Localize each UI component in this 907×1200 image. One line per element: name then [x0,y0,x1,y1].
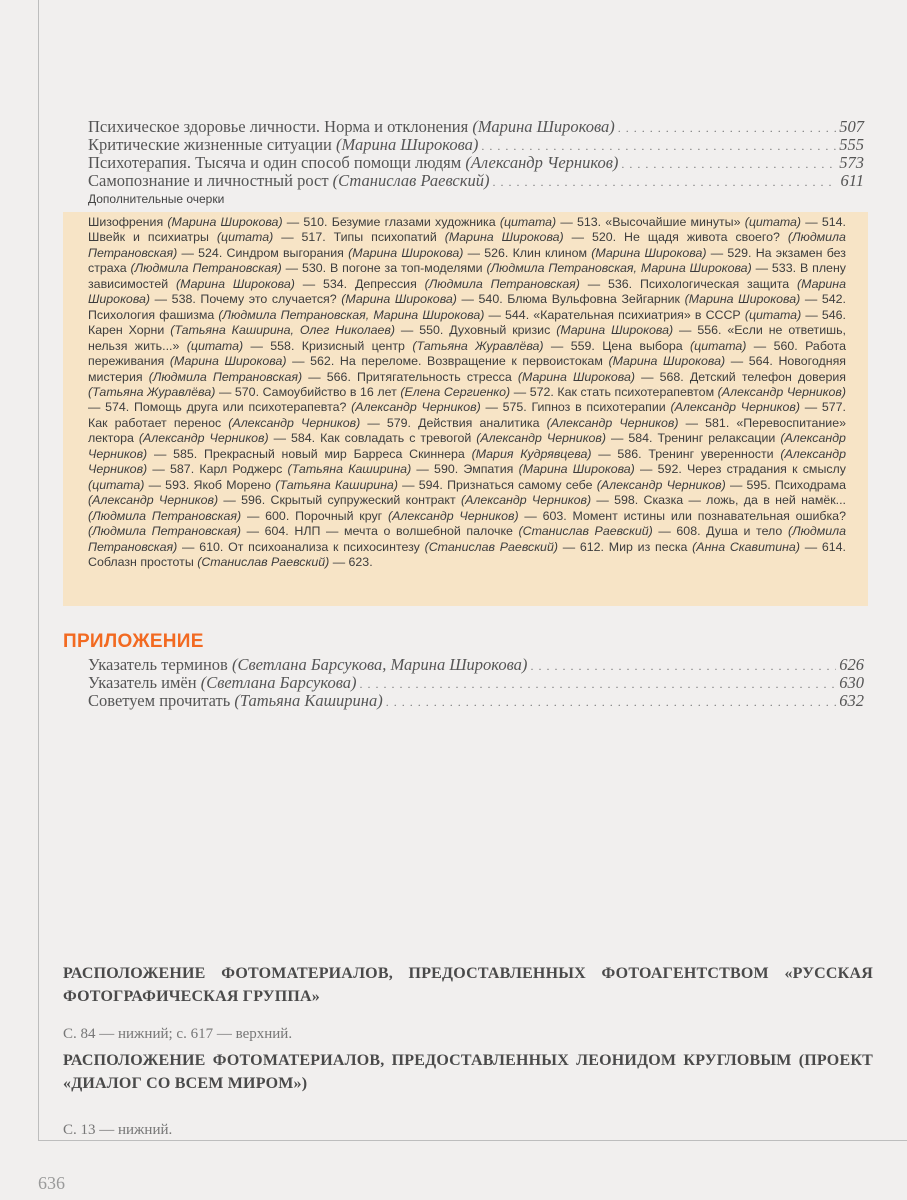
extra-essay-item[interactable] [533,308,846,322]
essay-title: Как работает перенос [88,415,229,430]
extra-essay-item[interactable] [200,292,507,306]
essay-title: Почему это случается? [200,292,342,307]
appendix-list [88,656,864,710]
essay-title: Духовный кризис [449,323,557,338]
essay-author: (цитата) [216,230,274,245]
essay-author: (Марина Широкова) [518,462,635,477]
essay-title: Порочный круг [295,508,388,523]
essay-title: Сказка — ложь, да в ней намёк... [643,493,846,508]
toc-title: Указатель имён [88,673,197,692]
essay-title: Блюма Вульфовна Зейгарник [507,292,685,307]
essay-title: Швейк и психиатры [88,230,217,245]
toc-title: Психотерапия. Тысяча и один способ помощи людям [88,153,462,172]
essay-author: (Марина Широкова) [608,354,726,369]
essay-page: — 520. [563,230,625,245]
essay-page: — 570. [215,384,263,399]
essay-title: Якоб Морено [193,477,276,492]
essay-author: (Людмила Петрановская) [88,508,242,523]
essay-page: — 559. [543,338,603,353]
photo-credits-note-2: С. 13 — нижний. [63,1122,173,1138]
essay-title: Психодрама [774,477,846,492]
essay-title: Шизофрения [88,215,168,229]
essay-author: (цитата) [499,215,557,229]
essay-page: — 574. [88,400,134,415]
essay-author: (Александр Черников) [88,493,219,508]
essay-author: (цитата) [744,215,802,229]
essay-page: — 575. [480,400,532,415]
essay-title: Эмпатия [463,462,519,477]
toc-page: 555 [839,135,864,154]
dot-leader [530,657,836,675]
essay-title: Цена выбора [602,338,691,353]
essay-author: (Людмила Петрановская) [148,369,303,384]
essay-title: Карен Хорни [88,323,171,338]
essay-page: — 596. [218,493,271,508]
essay-author: (Людмила Петрановская) [424,276,580,291]
essay-title: «Карательная психиатрия» в СССР [533,307,745,322]
essay-title: Через страдания к смыслу [687,462,846,477]
essay-title: НЛП — мечта о волшебной палочке [294,524,519,539]
essay-author: (Марина Широкова) [517,369,636,384]
essay-title: Гипноз в психотерапии [531,400,671,415]
extra-essay-item[interactable] [334,230,624,244]
dot-leader [621,155,836,173]
essay-author: (Александр Черников) [388,508,519,523]
extra-essay-item[interactable] [449,323,727,337]
essay-page: — 594. [397,477,448,492]
essay-title: «Перевоспитание» лектора [88,415,846,446]
essay-title: «Если не ответишь, нельзя жить...» [88,323,846,353]
essay-title: Работа переживания [88,338,846,369]
essay-page: — 534. [294,276,355,291]
extra-essay-item[interactable] [507,292,846,306]
toc-author: (Татьяна Каширина) [234,691,383,710]
essay-title: Не щадя живота своего? [624,230,788,245]
essay-page: — 513. [556,215,606,229]
essay-page: — 581. [678,415,737,430]
essay-author: (Марина Широкова) [176,276,295,291]
essay-page: — 587. [147,462,200,477]
essay-title: На переломе. Возвращение к первоистокам [339,354,609,369]
essay-author: (Станислав Раевский) [518,524,653,539]
extra-essay-item[interactable] [227,246,513,260]
essay-author: (Людмила Петрановская) [88,524,241,539]
essay-title: На экзамен без страха [88,245,846,276]
essay-title: Клин клином [512,245,592,260]
essay-title: «Высочайшие минуты» [605,215,745,229]
essay-title: Помощь друга или психотерапевта? [134,400,352,415]
essay-page: — 558. [243,338,302,353]
toc-page: 632 [839,691,864,710]
essay-page: — 536. [579,276,640,291]
essay-page: — 530. [281,261,330,276]
toc-entry[interactable] [88,136,864,154]
extra-essay-item[interactable] [294,524,706,538]
toc-page: 507 [839,117,864,136]
essay-page: — 585. [147,446,205,461]
essay-author: (Александр Черников) [546,415,679,430]
appendix-title: ПРИЛОЖЕНИЕ [63,631,204,652]
essay-page: — 514. [801,215,846,229]
essay-author: (Татьяна Журавлёва) [412,338,544,353]
essay-page: — 600. [241,508,296,523]
essay-title: Синдром выгорания [226,245,349,260]
essay-page: — 623. [329,554,373,569]
toc-author: (Марина Широкова) [472,117,615,136]
essay-page: — 584. [606,431,658,446]
toc-title: Психическое здоровье личности. Норма и отклонения [88,117,469,136]
toc-page: 630 [839,673,864,692]
essay-title: В плену зависимостей [88,261,846,291]
essay-author: (Мария Кудрявцева) [471,446,592,461]
essay-page: — 564. [725,354,779,369]
extra-essay-item[interactable] [88,215,332,229]
essay-page: — 592. [634,462,688,477]
essay-author: (Татьяна Каширина) [287,462,412,477]
toc-title: Критические жизненные ситуации [88,135,332,154]
extra-essay-item[interactable] [204,447,648,461]
extra-essay-item[interactable] [355,277,640,291]
essay-title: От психоанализа к психосинтезу [228,539,425,554]
dot-leader [618,119,836,137]
essay-title: Психологическая защита [639,276,798,291]
essay-author: (Александр Черников) [476,431,607,446]
toc-entry[interactable] [88,154,864,172]
extra-essay-item[interactable] [263,385,558,399]
essay-author: (Людмила Петрановская, Марина Широкова) [218,307,485,322]
essay-page: — 533. [751,261,800,276]
essay-author: (Марина Широкова) [684,292,801,307]
essay-page: — 610. [177,539,229,554]
toc-entry[interactable] [88,172,864,190]
essay-page: — 604. [240,524,295,539]
essay-author: (Марина Широкова) [167,215,283,229]
essay-author: (Татьяна Каширина, Олег Николаев) [170,323,395,338]
essay-title: Момент истины или познавательная ошибка? [572,508,846,523]
essay-author: (Людмила Петрановская) [88,524,847,554]
essay-author: (цитата) [690,338,747,353]
toc-page: 573 [839,153,864,172]
essay-title: Тренинг уверенности [648,446,781,461]
photo-credits-note-1: С. 84 — нижний; с. 617 — верхний. [63,1026,293,1042]
essay-page: — 593. [144,477,194,492]
essay-author: (Марина Широкова) [348,245,464,260]
appendix-entry[interactable] [88,674,864,692]
essay-page: — 608. [652,524,707,539]
dot-leader [386,693,837,711]
extra-essay-item[interactable] [418,416,736,430]
essay-author: (Александр Черников) [228,415,361,430]
toc-page: 626 [839,655,864,674]
essay-title: Безумие глазами художника [331,215,500,229]
essay-author: (Станислав Раевский) [197,554,330,569]
essay-page: — 603. [518,508,573,523]
essay-author: (Людмила Петрановская) [88,230,846,260]
extra-essay-item[interactable] [88,555,373,569]
essay-title: Действия аналитика [418,415,547,430]
essay-page: — 540. [456,292,508,307]
essay-title: Психология фашизма [88,307,219,322]
extra-essay-item[interactable] [447,478,775,492]
extra-essay-item[interactable] [271,493,644,507]
essay-title: Депрессия [354,276,425,291]
essay-page: — 556. [673,323,728,338]
toc-list [88,118,864,190]
essay-page: — 526. [463,245,513,260]
essay-author: (Александр Черников) [138,431,269,446]
essay-author: (Татьяна Журавлёва) [88,384,216,399]
essay-author: (Александр Черников) [717,384,847,399]
toc-author: (Марина Широкова) [336,135,479,154]
toc-entry[interactable] [88,118,864,136]
essay-page: — 595. [725,477,775,492]
essay-title: Типы психопатий [333,230,445,245]
essay-title: Кризисный центр [301,338,413,353]
essay-page: — 510. [282,215,332,229]
toc-author: (Светлана Барсукова, Марина Широкова) [231,655,528,674]
essay-title: Притягательность стресса [357,369,518,384]
extra-essays-heading: Дополнительные очерки [88,192,225,206]
essay-title: Детский телефон доверия [689,369,846,384]
essay-author: (Станислав Раевский) [424,539,558,554]
toc-title: Указатель терминов [88,655,228,674]
extra-essay-item[interactable] [332,215,606,229]
essay-author: (Марина Широкова) [341,292,457,307]
page-number: 636 [38,1173,65,1193]
essay-title: Мир из песка [608,539,693,554]
essay-title: Тренинг релаксации [657,431,781,446]
extra-essay-item[interactable] [134,400,531,414]
extra-essay-item[interactable] [88,323,449,337]
essay-page: — 524. [177,245,227,260]
appendix-entry[interactable] [88,656,864,674]
essay-author: (Марина Широкова) [444,230,564,245]
toc-page: 611 [840,171,864,190]
photo-credits-heading-2: РАСПОЛОЖЕНИЕ ФОТОМАТЕРИАЛОВ, ПРЕДОСТАВЛЕННЫХ ЛЕОНИДОМ КРУГЛОВЫМ (ПРОЕКТ «ДИАЛОГ СО ВСЕМ МИРОМ») [63,1052,873,1092]
extra-essay-item[interactable] [330,261,800,275]
extra-essay-item[interactable] [463,462,687,476]
essay-page: — 572. [510,384,558,399]
extra-essays-box [63,212,868,606]
essay-page: — 562. [286,354,340,369]
essay-title: В погоне за топ-моделями [330,261,487,276]
essay-author: (Людмила Петрановская) [130,261,282,276]
photo-credits-heading-1: РАСПОЛОЖЕНИЕ ФОТОМАТЕРИАЛОВ, ПРЕДОСТАВЛЕННЫХ ФОТОАГЕНТСТВОМ «РУССКАЯ ФОТОГРАФИЧЕСКАЯ ГРУППА» [63,965,873,1005]
essay-title: Новогодняя мистерия [88,354,846,384]
essay-author: (Марина Широкова) [591,245,707,260]
extra-essay-item[interactable] [88,416,418,430]
dot-leader [360,675,837,693]
essay-title: Душа и тело [706,524,788,539]
essay-title: Самоубийство в 16 лет [262,384,401,399]
essay-author: (цитата) [186,338,244,353]
extra-essay-item[interactable] [531,400,846,414]
essay-page: — 538. [150,292,201,307]
essay-title: Скрытый супружеский контракт [270,493,461,508]
essay-author: (Людмила Петрановская, Марина Широкова) [486,261,752,276]
essay-author: (Александр Черников) [351,400,481,415]
toc-author: (Светлана Барсукова) [200,673,357,692]
toc-title: Самопознание и личностный рост [88,171,329,190]
extra-essays-list [88,215,846,570]
essay-page: — 598. [591,493,644,508]
essay-page: — 586. [591,446,649,461]
extra-essay-item[interactable] [609,540,846,554]
extra-essay-item[interactable] [320,431,657,445]
essay-title: Карл Роджерс [199,462,288,477]
essay-author: (Александр Черников) [596,477,726,492]
extra-essay-item[interactable] [340,354,779,368]
essay-author: (Татьяна Каширина) [275,477,398,492]
essay-author: (Александр Черников) [88,431,846,461]
essay-page: — 550. [394,323,450,338]
dot-leader [492,173,837,191]
essay-author: (цитата) [744,307,802,322]
essay-author: (Александр Черников) [88,446,846,477]
essay-author: (Марина Широкова) [169,354,287,369]
essay-author: (Александр Черников) [670,400,800,415]
essay-title: Как совладать с тревогой [320,431,477,446]
essay-page: — 517. [273,230,334,245]
extra-essay-item[interactable] [199,462,463,476]
appendix-entry[interactable] [88,692,864,710]
essay-author: (цитата) [88,477,145,492]
extra-essay-item[interactable] [513,246,756,260]
essay-title: Прекрасный новый мир Барреса Скиннера [204,446,472,461]
essay-page: — 612. [557,539,609,554]
extra-essay-item[interactable] [295,509,572,523]
extra-essay-item[interactable] [357,370,690,384]
essay-page: — 584. [268,431,321,446]
essay-page: — 529. [706,245,756,260]
essay-author: (Анна Скавитина) [692,539,800,554]
extra-essay-item[interactable] [605,215,846,229]
essay-page: — 542. [800,292,846,307]
extra-essay-item[interactable] [302,339,602,353]
essay-page: — 577. [799,400,846,415]
toc-author: (Александр Черников) [465,153,619,172]
essay-title: Как стать психотерапевтом [557,384,718,399]
essay-author: (Александр Черников) [460,493,592,508]
essay-page: — 566. [302,369,357,384]
toc-title: Советуем прочитать [88,691,231,710]
extra-essay-item[interactable] [194,478,448,492]
essay-page: — 560. [746,338,806,353]
essay-page: — 546. [801,307,846,322]
essay-title: Соблазн простоты [88,554,198,569]
essay-author: (Елена Сергиенко) [400,384,511,399]
extra-essay-item[interactable] [88,230,334,244]
extra-essay-item[interactable] [602,339,805,353]
essay-page: — 579. [360,415,419,430]
extra-essay-item[interactable] [88,308,533,322]
extra-essay-item[interactable] [228,540,609,554]
essay-title: Признаться самому себе [447,477,597,492]
essay-page: — 544. [484,307,534,322]
essay-page: — 590. [411,462,464,477]
essay-page: — 614. [799,539,846,554]
essay-page: — 568. [635,369,690,384]
essay-author: (Марина Широкова) [556,323,674,338]
essay-author: (Марина Широкова) [88,276,847,307]
toc-author: (Станислав Раевский) [332,171,490,190]
